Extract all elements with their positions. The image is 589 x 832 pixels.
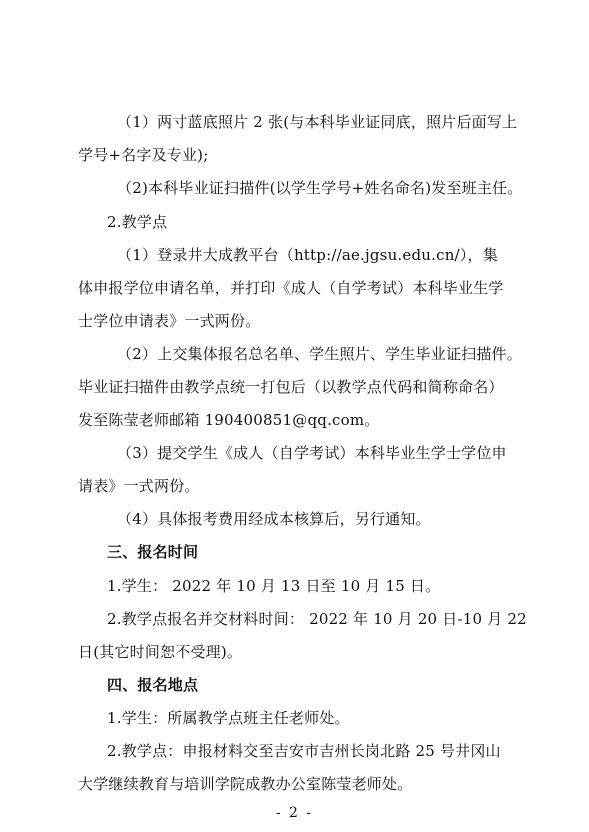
page-number: - 2 - (275, 805, 314, 821)
text-line: 1.学生： 2022 年 10 月 13 日至 10 月 15 日。 (107, 577, 441, 595)
text-line: 2.教学点报名并交材料时间： 2022 年 10 月 20 日-10 月 22 (107, 610, 527, 628)
text-line: 学号+名字及专业); (78, 146, 209, 164)
section-heading: 三、报名时间 (107, 543, 199, 561)
text-line: 2.教学点 (107, 213, 168, 231)
text-line: 请表》一式两份。 (78, 477, 200, 495)
text-line: （1）两寸蓝底照片 2 张(与本科毕业证同底，照片后面写上 (117, 113, 518, 131)
text-line: （2)本科毕业证扫描件(以学生学号+姓名命名)发至班主任。 (117, 179, 523, 197)
text-line: 大学继续教育与培训学院成教办公室陈莹老师处。 (78, 775, 413, 793)
text-line: 士学位申请表》一式两份。 (78, 312, 261, 330)
text-line: 1.学生：所属教学点班主任老师处。 (107, 709, 350, 727)
text-line: 体申报学位申请名单，并打印《成人（自学考试）本科毕业生学 (78, 279, 504, 297)
text-line: 2.教学点：申报材料交至吉安市吉州长岗北路 25 号井冈山 (107, 742, 501, 760)
text-line: （1）登录井大成教平台（http://ae.jgsu.edu.cn/），集 (117, 246, 498, 264)
section-heading: 四、报名地点 (107, 676, 199, 694)
text-line: 日(其它时间恕不受理)。 (78, 643, 243, 661)
text-line: （4）具体报考费用经成本核算后，另行通知。 (117, 510, 431, 528)
text-line: （3）提交学生《成人（自学考试）本科毕业生学士学位申 (117, 444, 507, 462)
text-line: 发至陈莹老师邮箱 190400851@qq.com。 (78, 411, 380, 429)
text-line: 毕业证扫描件由教学点统一打包后（以教学点代码和简称命名） (78, 378, 504, 396)
text-line: （2）上交集体报名总名单、学生照片、学生毕业证扫描件。 (117, 345, 522, 363)
